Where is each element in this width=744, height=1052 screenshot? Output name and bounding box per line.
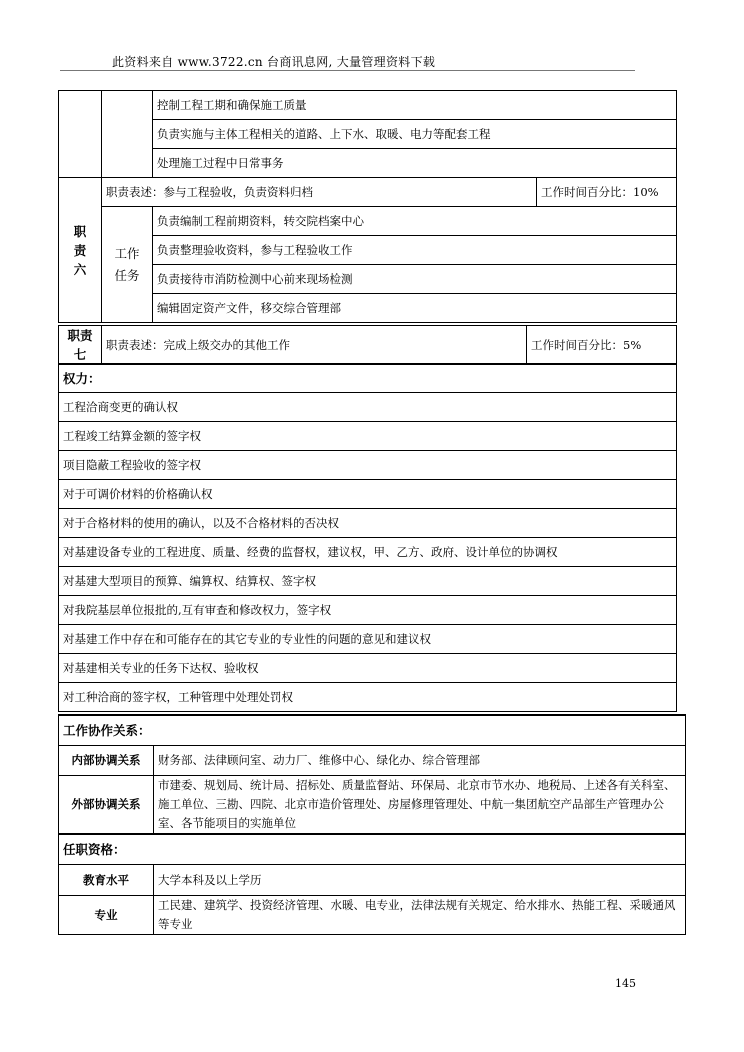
page-number: 145 bbox=[615, 977, 636, 990]
major-label: 专业 bbox=[59, 896, 154, 935]
task-item: 负责整理验收资料，参与工程验收工作 bbox=[153, 236, 677, 265]
powers-table bbox=[58, 363, 677, 712]
task-item: 处理施工过程中日常事务 bbox=[153, 149, 677, 178]
power-item: 项目隐蔽工程验收的签字权 bbox=[59, 451, 677, 480]
power-item: 对于合格材料的使用的确认，以及不合格材料的否决权 bbox=[59, 509, 677, 538]
task-item: 负责实施与主体工程相关的道路、上下水、取暖、电力等配套工程 bbox=[153, 120, 677, 149]
duty-label-cell-prev bbox=[59, 91, 102, 178]
internal-relations-label: 内部协调关系 bbox=[59, 745, 154, 775]
task-item: 负责接待市消防检测中心前来现场检测 bbox=[153, 265, 677, 294]
duty7-label: 职责 七 bbox=[59, 326, 102, 365]
relations-table bbox=[58, 714, 686, 935]
power-item: 工程竣工结算金额的签字权 bbox=[59, 422, 677, 451]
internal-relations-value: 财务部、法律顾问室、动力厂、维修中心、绿化办、综合管理部 bbox=[154, 745, 686, 775]
duty7-table bbox=[58, 325, 677, 365]
task-item: 负责编制工程前期资料，转交院档案中心 bbox=[153, 207, 677, 236]
major-value: 工民建、建筑学、投资经济管理、水暖、电专业，法律法规有关规定、给水排水、热能工程、采暖通风等专业 bbox=[154, 896, 686, 935]
power-item: 对基建设备专业的工程进度、质量、经费的监督权，建议权，甲、乙方、政府、设计单位的协调权 bbox=[59, 538, 677, 567]
header-rule bbox=[60, 70, 635, 71]
power-item: 对于可调价材料的价格确认权 bbox=[59, 480, 677, 509]
task-item: 控制工程工期和确保施工质量 bbox=[153, 91, 677, 120]
powers-title: 权力： bbox=[59, 364, 677, 393]
power-item: 对基建相关专业的任务下达权、验收权 bbox=[59, 654, 677, 683]
education-value: 大学本科及以上学历 bbox=[154, 865, 686, 896]
power-item: 对基建大型项目的预算、编算权、结算权、签字权 bbox=[59, 567, 677, 596]
qualifications-title: 任职资格： bbox=[59, 834, 686, 865]
power-item: 工程洽商变更的确认权 bbox=[59, 393, 677, 422]
duty6-description: 职责表述：参与工程验收，负责资料归档 bbox=[102, 178, 537, 207]
duty6-task-label: 工作 任务 bbox=[102, 207, 153, 323]
power-item: 对工种洽商的签字权，工种管理中处理处罚权 bbox=[59, 683, 677, 712]
duty6-percent: 工作时间百分比：10% bbox=[537, 178, 677, 207]
external-relations-label: 外部协调关系 bbox=[59, 775, 154, 834]
duty7-description: 职责表述：完成上级交办的其他工作 bbox=[102, 326, 527, 365]
page-header: 此资料来自 www.3722.cn 台商讯息网, 大量管理资料下载 bbox=[112, 55, 436, 69]
task-item: 编辑固定资产文件，移交综合管理部 bbox=[153, 294, 677, 323]
duties-table bbox=[58, 90, 677, 323]
power-item: 对我院基层单位报批的,互有审查和修改权力，签字权 bbox=[59, 596, 677, 625]
external-relations-value: 市建委、规划局、统计局、招标处、质量监督站、环保局、北京市节水办、地税局、上述各有关科室、施工单位、三勘、四院、北京市造价管理处、房屋修理管理处、中航一集团航空产品部生产管理办公室、各节能项目的实施单位 bbox=[154, 775, 686, 834]
relations-title: 工作协作关系： bbox=[59, 715, 686, 745]
task-label-cell-prev bbox=[102, 91, 153, 178]
duty7-percent: 工作时间百分比：5% bbox=[527, 326, 677, 365]
power-item: 对基建工作中存在和可能存在的其它专业的专业性的问题的意见和建议权 bbox=[59, 625, 677, 654]
education-label: 教育水平 bbox=[59, 865, 154, 896]
duty6-label: 职 责 六 bbox=[59, 178, 102, 323]
